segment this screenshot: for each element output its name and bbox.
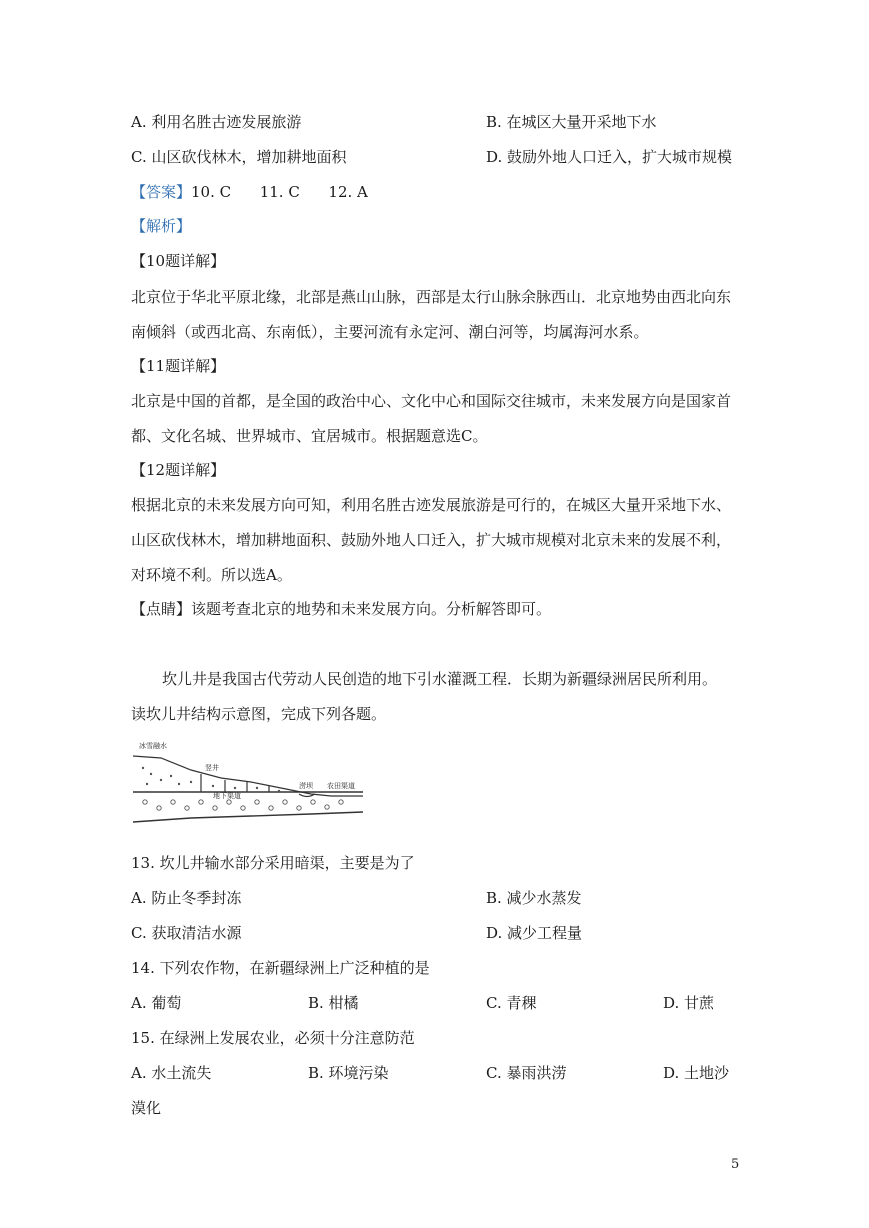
q15-option-d-continued: 漠化 xyxy=(131,1099,162,1117)
label-pool: 涝坝 xyxy=(299,782,313,790)
label-underground-canal: 地下渠道 xyxy=(213,792,241,800)
q14-option-c: C. 青稞 xyxy=(486,994,537,1012)
q10-title: 【10题详解】 xyxy=(131,252,226,270)
page-number: 5 xyxy=(731,1157,740,1172)
answer-label: 【答案】 xyxy=(131,183,192,201)
q12-line-3: 对环境不利。所以选A。 xyxy=(131,566,292,584)
label-field-canal: 农田渠道 xyxy=(327,782,355,790)
q15-option-c: C. 暴雨洪涝 xyxy=(486,1064,567,1082)
q15-option-b: B. 环境污染 xyxy=(308,1064,389,1082)
q12-line-2: 山区砍伐林木，增加耕地面积、鼓励外地人口迁入，扩大城市规模对北京未来的发展不利， xyxy=(131,531,732,549)
intro-line-1: 坎儿井是我国古代劳动人民创造的地下引水灌溉工程．长期为新疆绿洲居民所利用。 xyxy=(162,670,718,688)
q12-option-d: D. 鼓励外地人口迁入，扩大城市规模 xyxy=(486,148,733,166)
q13-option-b: B. 减少水蒸发 xyxy=(486,889,582,907)
q12-option-c: C. 山区砍伐林木，增加耕地面积 xyxy=(131,148,347,166)
q11-line-1: 北京是中国的首都，是全国的政治中心、文化中心和国际交往城市，未来发展方向是国家首 xyxy=(131,392,732,410)
karez-diagram xyxy=(131,738,366,826)
q12-line-1: 根据北京的未来发展方向可知，利用名胜古迹发展旅游是可行的，在城区大量开采地下水、 xyxy=(131,496,732,514)
q15-stem: 15. 在绿洲上发展农业，必须十分注意防范 xyxy=(131,1029,415,1047)
answer-line xyxy=(131,182,368,202)
q14-option-d: D. 甘蔗 xyxy=(663,994,715,1012)
q14-stem: 14. 下列农作物，在新疆绿洲上广泛种植的是 xyxy=(131,959,430,977)
q13-option-a: A. 防止冬季封冻 xyxy=(131,889,242,907)
q15-option-d: D. 土地沙 xyxy=(663,1064,730,1082)
label-shaft: 竖井 xyxy=(205,764,219,772)
q11-title: 【11题详解】 xyxy=(131,357,226,375)
label-snowmelt: 冰雪融水 xyxy=(139,742,167,750)
q13-stem: 13. 坎儿井输水部分采用暗渠，主要是为了 xyxy=(131,854,415,872)
analysis-label: 【解析】 xyxy=(131,217,192,235)
answer-text: 10. C 11. C 12. A xyxy=(191,183,368,201)
intro-line-2: 读坎儿井结构示意图，完成下列各题。 xyxy=(131,705,387,723)
q10-line-2: 南倾斜（或西北高、东南低），主要河流有永定河、潮白河等，均属海河水系。 xyxy=(131,323,649,341)
q12-title: 【12题详解】 xyxy=(131,461,226,479)
q11-line-2: 都、文化名城、世界城市、宜居城市。根据题意选C。 xyxy=(131,427,488,445)
q13-option-c: C. 获取清洁水源 xyxy=(131,924,242,942)
q15-option-a: A. 水土流失 xyxy=(131,1064,212,1082)
q10-line-1: 北京位于华北平原北缘，北部是燕山山脉，西部是太行山脉余脉西山．北京地势由西北向东 xyxy=(131,288,732,306)
q13-option-d: D. 减少工程量 xyxy=(486,924,583,942)
q14-option-a: A. 葡萄 xyxy=(131,994,182,1012)
q12-option-b: B. 在城区大量开采地下水 xyxy=(486,113,657,131)
comment-line: 【点睛】该题考查北京的地势和未来发展方向。分析解答即可。 xyxy=(131,600,552,618)
q12-option-a: A. 利用名胜古迹发展旅游 xyxy=(131,113,302,131)
q14-option-b: B. 柑橘 xyxy=(308,994,359,1012)
